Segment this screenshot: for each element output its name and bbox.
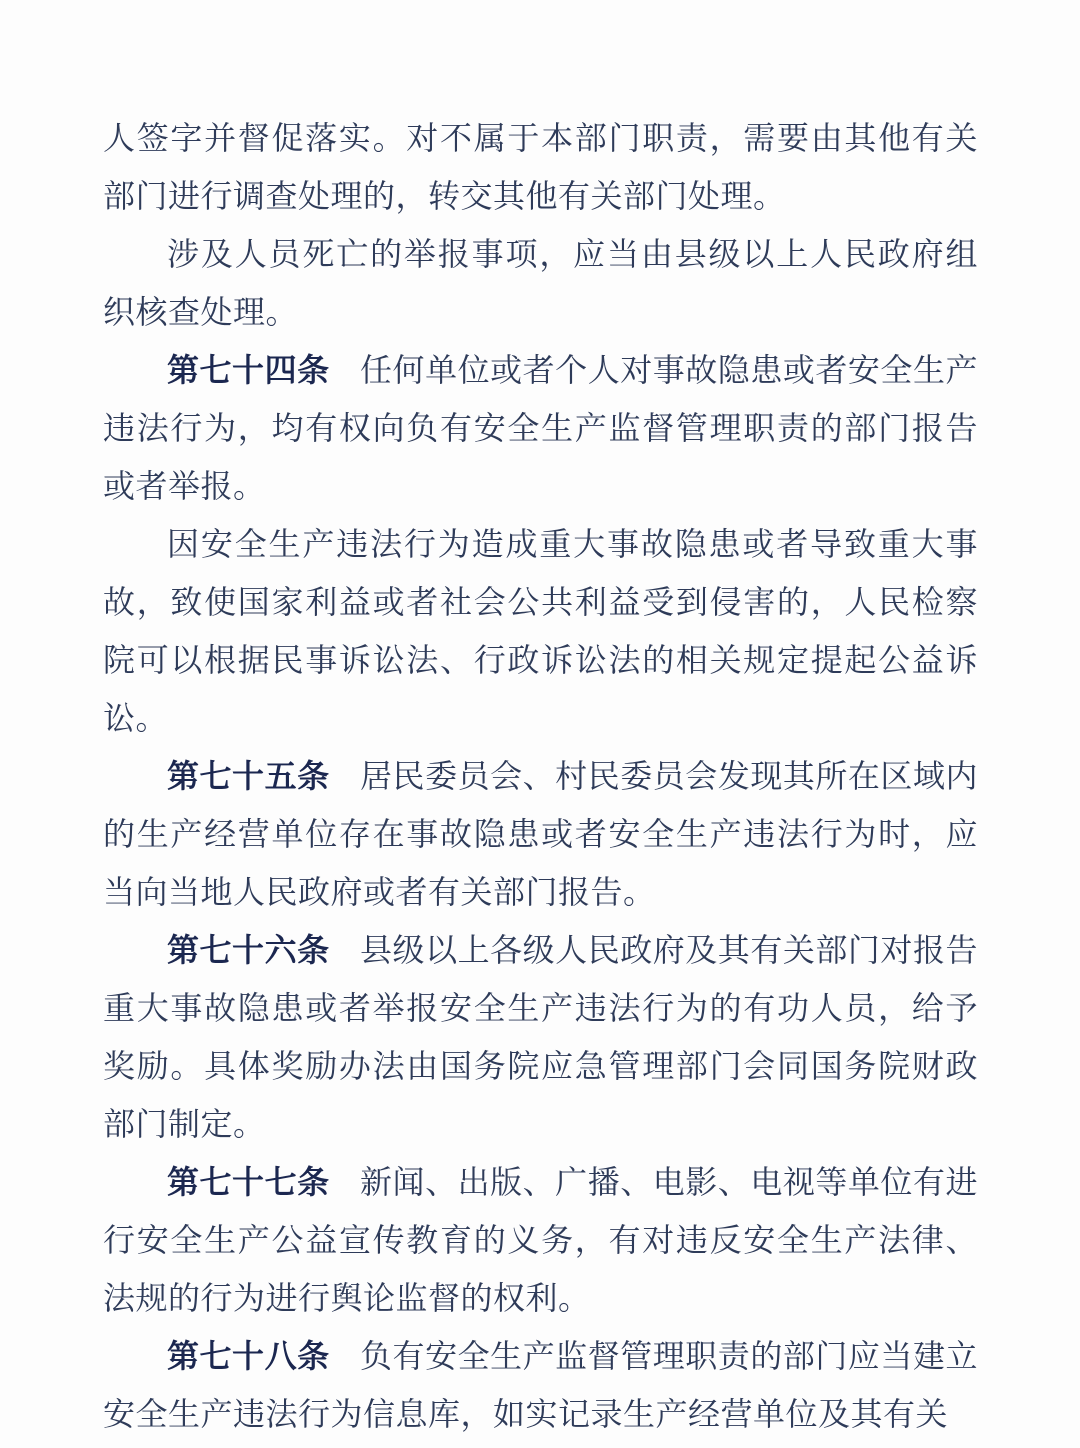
paragraph-text: 涉及人员死亡的举报事项，应当由县级以上人民政府组织核查处理。 — [103, 236, 978, 330]
article-paragraph — [103, 747, 978, 921]
paragraph-text: 任何单位或者个人对事故隐患或者安全生产违法行为，均有权向负有安全生产监督管理职责的部门报告或者举报。 — [103, 352, 978, 504]
article-number: 第七十五条 — [167, 758, 330, 794]
article-number: 第七十四条 — [167, 352, 330, 388]
article-paragraph — [103, 921, 978, 1153]
article-number: 第七十六条 — [167, 932, 330, 968]
article-number: 第七十七条 — [167, 1164, 330, 1200]
legal-document-page — [103, 109, 978, 1443]
paragraph — [103, 109, 978, 225]
paragraph-text: 新闻、出版、广播、电影、电视等单位有进行安全生产公益宣传教育的义务，有对违反安全生产法律、法规的行为进行舆论监督的权利。 — [103, 1164, 978, 1316]
article-paragraph — [103, 1327, 978, 1443]
article-paragraph — [103, 1153, 978, 1327]
paragraph-text: 居民委员会、村民委员会发现其所在区域内的生产经营单位存在事故隐患或者安全生产违法行为时，应当向当地人民政府或者有关部门报告。 — [103, 758, 978, 910]
paragraph-text: 县级以上各级人民政府及其有关部门对报告重大事故隐患或者举报安全生产违法行为的有功人员，给予奖励。具体奖励办法由国务院应急管理部门会同国务院财政部门制定。 — [103, 932, 978, 1142]
article-paragraph — [103, 341, 978, 515]
paragraph — [103, 515, 978, 747]
paragraph — [103, 225, 978, 341]
paragraph-text: 人签字并督促落实。对不属于本部门职责，需要由其他有关部门进行调查处理的，转交其他有关部门处理。 — [103, 120, 978, 214]
article-number: 第七十八条 — [167, 1338, 330, 1374]
paragraph-text: 负有安全生产监督管理职责的部门应当建立安全生产违法行为信息库，如实记录生产经营单位及其有关 — [103, 1338, 978, 1432]
paragraph-text: 因安全生产违法行为造成重大事故隐患或者导致重大事故，致使国家利益或者社会公共利益受到侵害的，人民检察院可以根据民事诉讼法、行政诉讼法的相关规定提起公益诉讼。 — [103, 526, 978, 736]
